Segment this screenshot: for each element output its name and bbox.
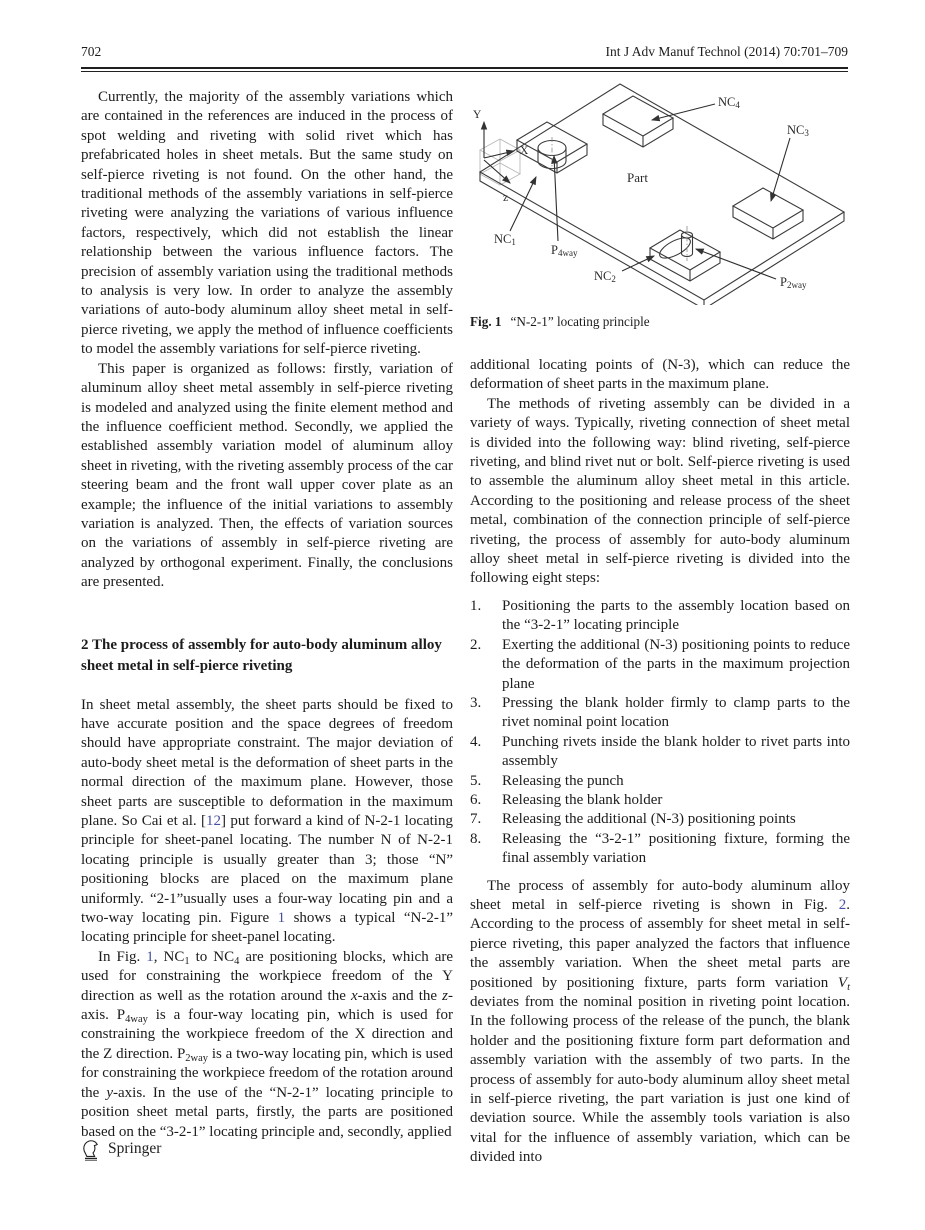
citation-link[interactable]: 12: [206, 813, 221, 829]
text-segment: In Fig.: [98, 948, 147, 965]
list-item: [470, 810, 850, 829]
text-segment: z: [442, 987, 448, 1004]
text-segment: In sheet metal assembly, the sheet parts should be fixed to have accurate position and the space degrees of freedom should have appropriate constraint. The major deviation of auto-body sheet metal is the deformation of sheet parts in the normal direction of the maximum plane. However, those sheet parts are susceptible to deformation in the maximum plane. So Cai et al. [: [81, 696, 453, 829]
text-segment: -axis and the: [357, 987, 443, 1004]
left-column: [81, 88, 453, 1142]
figure-caption: [470, 314, 850, 330]
nc2-label: NC2: [594, 269, 616, 284]
text-segment: t: [847, 981, 850, 993]
text-segment: to NC: [189, 948, 235, 965]
paragraph: The methods of riveting assembly can be divided in a variety of ways. Typically, riveting connection of sheet metal is divided into the following way: blind riveting, self-pierce riveting, and blind rivet nut or bolt. Self-pierce riveting is used to assemble the aluminum alloy sheet metal in this article. According to the positioning and release process of the sheet metal, combination of the connection principle of self-pierce riveting, the process of assembly for auto-body aluminum alloy sheet metal in self-pierce riveting is divided into the following eight steps:: [470, 395, 850, 587]
list-item-number: 1.: [470, 597, 482, 614]
citation-link[interactable]: 1: [146, 948, 154, 965]
journal-citation: Int J Adv Manuf Technol (2014) 70:701–709: [605, 44, 848, 59]
axis-x-label: X: [520, 145, 529, 157]
assembly-steps-list: [470, 597, 850, 869]
springer-logo-icon: [81, 1138, 101, 1161]
list-item-text: Releasing the punch: [502, 772, 624, 789]
text-segment: 2way: [185, 1052, 209, 1064]
text-segment: . According to the process of assembly for sheet metal in self-pierce riveting, this paper analyzed the factors that influence the assembly variation. When the sheet metal parts are positioned by positioning fixture, parts form variation: [470, 896, 850, 991]
list-item-text: Releasing the “3-2-1” positioning fixture, forming the final assembly variation: [502, 830, 850, 867]
text-segment: y: [106, 1084, 113, 1101]
list-item-number: 5.: [470, 772, 482, 789]
text-segment: 4: [234, 955, 240, 967]
part-label: Part: [627, 170, 648, 185]
figure-caption-label: Fig. 1: [470, 314, 502, 329]
paragraph: additional locating points of (N-3), which can reduce the deformation of sheet parts in the maximum plane.: [470, 357, 850, 393]
nc1-label: NC1: [494, 232, 516, 247]
nc4-block: [603, 96, 673, 147]
paragraph: [81, 948, 453, 1142]
axis-z-label: z: [503, 192, 509, 204]
list-item-number: 2.: [470, 636, 482, 653]
right-column: [470, 58, 850, 1168]
figure-caption-text: “N-2-1” locating principle: [510, 314, 650, 329]
text-segment: ] put forward a kind of N-2-1 locating principle for sheet-panel locating. The number N of N-2-1 locating principle is usually greater than 3; those “N” positioning blocks are placed on the maximum plane uniformly. “2-1”usually uses a four-way locating pin and a two-way locating pin. Figure: [81, 813, 453, 927]
list-item-number: 3.: [470, 694, 482, 711]
publisher-name: Springer: [108, 1140, 162, 1157]
list-item-text: Exerting the additional (N-3) positioning points to reduce the deformation of the parts in the maximum projection plane: [502, 636, 850, 692]
right-column-text: [470, 356, 850, 1168]
text-segment: 1: [184, 955, 190, 967]
text-segment: deviates from the nominal position in riveting point location. In the following process of the release of the punch, the blank holder and the positioning fixture form part deformation and assembly variation with the assembly of two parts. In the process of assembly for auto-body aluminum alloy sheet metal in self-pierce riveting, the part variation is just one kind of deviation source. While the assembly tools variation is also vital for the influence of assembly variation, which can be divided into: [470, 994, 850, 1166]
list-item-text: Pressing the blank holder firmly to clamp parts to the rivet nominal point location: [502, 694, 850, 731]
list-item: [470, 772, 850, 791]
list-item: [470, 694, 850, 733]
list-item: [470, 830, 850, 869]
axis-y-label: Y: [473, 109, 482, 121]
paragraph: [81, 696, 453, 948]
list-item: [470, 636, 850, 694]
text-segment: are positioning blocks, which are used for constraining the workpiece freedom of the Y direction as well as the rotation around the: [81, 948, 454, 1004]
text-segment: 4way: [125, 1014, 148, 1026]
list-item-number: 7.: [470, 811, 482, 828]
figure-1: [470, 58, 850, 330]
n-2-1-locating-diagram: [470, 58, 850, 305]
text-segment: shows a typical “N-2-1” locating principle for sheet-panel locating.: [81, 910, 454, 946]
axes: [484, 122, 514, 183]
nc3-block: [733, 188, 803, 239]
nc4-label: NC4: [718, 95, 740, 110]
paragraph: This paper is organized as follows: firstly, variation of aluminum alloy sheet metal assembly in self-pierce riveting is modeled and analyzed using the finite element method and the influence coefficient method. Secondly, we applied the established assembly variation model of aluminum alloy sheet in riveting, with the riveting assembly process of the car steering beam and the front wall upper cover plate as an example; the influence of the initial variations to assembly variation is analyzed. Then, the effects of variation sources on the variations of assembly in self-pierce riveting are analyzed by orthogonal experiment. Finally, the conclusions are presented.: [81, 360, 453, 591]
list-item: [470, 791, 850, 810]
text-segment: is a two-way locating pin, which is used for constraining the workpiece freedom of the rotation around the: [81, 1045, 453, 1101]
list-item: [470, 597, 850, 636]
publisher-footer: [81, 1136, 161, 1162]
paragraph: [470, 877, 850, 1168]
text-segment: V: [837, 974, 848, 991]
text-segment: -axis. In the use of the “N-2-1” locating principle to position sheet metal parts, firstly, the parts are positioned based on the “3-2-1” locating principle and, secondly, applied: [81, 1084, 453, 1140]
page-number: 702: [81, 44, 102, 59]
text-segment: The process of assembly for auto-body aluminum alloy sheet metal in self-pierce riveting is shown in Fig.: [470, 877, 850, 913]
text-segment: , NC: [153, 948, 185, 965]
list-item-number: 8.: [470, 830, 482, 847]
section-heading: 2 The process of assembly for auto-body aluminum alloy sheet metal in self-pierce riveting: [81, 636, 442, 674]
text-segment: x: [351, 987, 358, 1004]
nc3-label: NC3: [787, 123, 809, 138]
citation-link[interactable]: 1: [277, 910, 286, 927]
list-item-text: Releasing the additional (N-3) positioning points: [502, 811, 796, 828]
list-item-number: 4.: [470, 733, 482, 750]
list-item-text: Releasing the blank holder: [502, 791, 663, 808]
citation-link[interactable]: 2: [838, 896, 847, 913]
text-segment: is a four-way locating pin, which is used for constraining the workpiece freedom of the X direction and the Z direction. P: [81, 1007, 453, 1062]
p4way-label: P4way: [551, 243, 578, 258]
list-item-number: 6.: [470, 791, 482, 808]
list-item-text: Punching rivets inside the blank holder to rivet parts into assembly: [502, 733, 850, 770]
list-item-text: Positioning the parts to the assembly location based on the “3-2-1” locating principle: [502, 597, 850, 634]
p2way-label: P2way: [780, 275, 807, 290]
text-segment: -axis. P: [81, 987, 453, 1024]
list-item: [470, 733, 850, 772]
paragraph: Currently, the majority of the assembly variations which are contained in the references are induced in the process of spot welding and riveting with solid rivet which has prefabricated holes in sheet metals. But the same study on self-pierce riveting is not found. On the other hand, the traditional methods of the assembly variations in self-pierce riveting were analyzing the variations of various influence factors, respectively, which did not establish the linear relationship between the various influence factors. The precision of assembly variation using the traditional methods to analysis is very low. In order to analyze the assembly variations of auto-body aluminum alloy sheet metal in self-pierce riveting, we apply the method of influence coefficients to model the assembly variations for self-pierce riveting.: [81, 89, 453, 358]
